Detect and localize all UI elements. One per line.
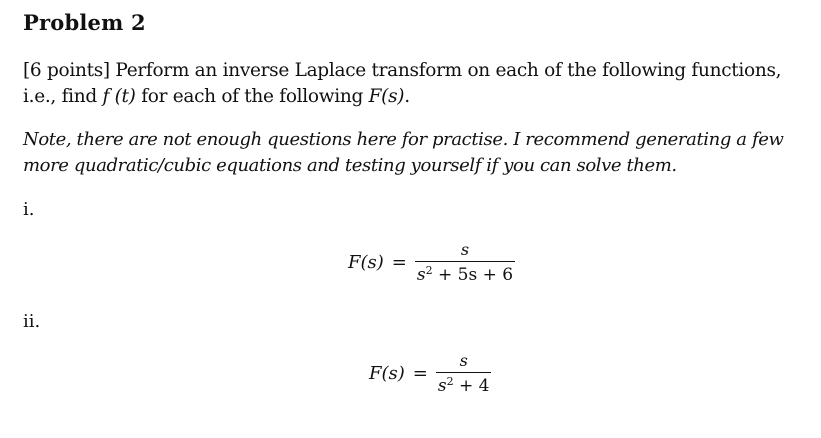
problem-note: Note, there are not enough questions here for practise. I recommend generating a few more quadratic/cubic equations and testing yourself if you can solve them. — [23, 129, 784, 176]
equation-ii-equals: = — [412, 363, 428, 384]
instructions-text-b: for each of the following — [135, 86, 369, 107]
equation-i-lhs: F(s) — [348, 252, 384, 273]
part-label-i: i. — [23, 199, 35, 220]
equation-i — [348, 240, 515, 285]
part-label-ii: ii. — [23, 311, 41, 332]
problem-title: Problem 2 — [23, 10, 146, 35]
equation-ii-den-rest: + 4 — [453, 376, 490, 396]
problem-instructions — [23, 58, 813, 110]
instructions-text-a: Perform an inverse Laplace transform on each of the following functions, i.e., find — [23, 60, 782, 107]
equation-ii-den-base: s — [437, 376, 447, 396]
equation-ii-lhs: F(s) — [369, 363, 405, 384]
instructions-Fs: F(s) — [368, 86, 405, 107]
equation-ii-den-exp: 2 — [446, 375, 454, 388]
equation-i-fraction — [415, 240, 515, 285]
equation-i-den-rest: + 5s + 6 — [432, 265, 514, 285]
equation-i-numerator: s — [460, 240, 470, 259]
equation-ii-numerator: s — [459, 351, 468, 370]
equation-i-equals: = — [391, 252, 407, 273]
equation-i-denominator — [415, 261, 515, 285]
points-label: [6 points] — [23, 60, 110, 81]
equation-ii-denominator — [436, 372, 492, 396]
equation-ii-fraction — [436, 351, 492, 396]
instructions-ft: f (t) — [102, 86, 136, 107]
instructions-text-c: . — [404, 86, 410, 107]
equation-ii — [369, 351, 491, 396]
equation-i-den-exp: 2 — [425, 264, 433, 277]
equation-i-den-base: s — [416, 265, 426, 285]
